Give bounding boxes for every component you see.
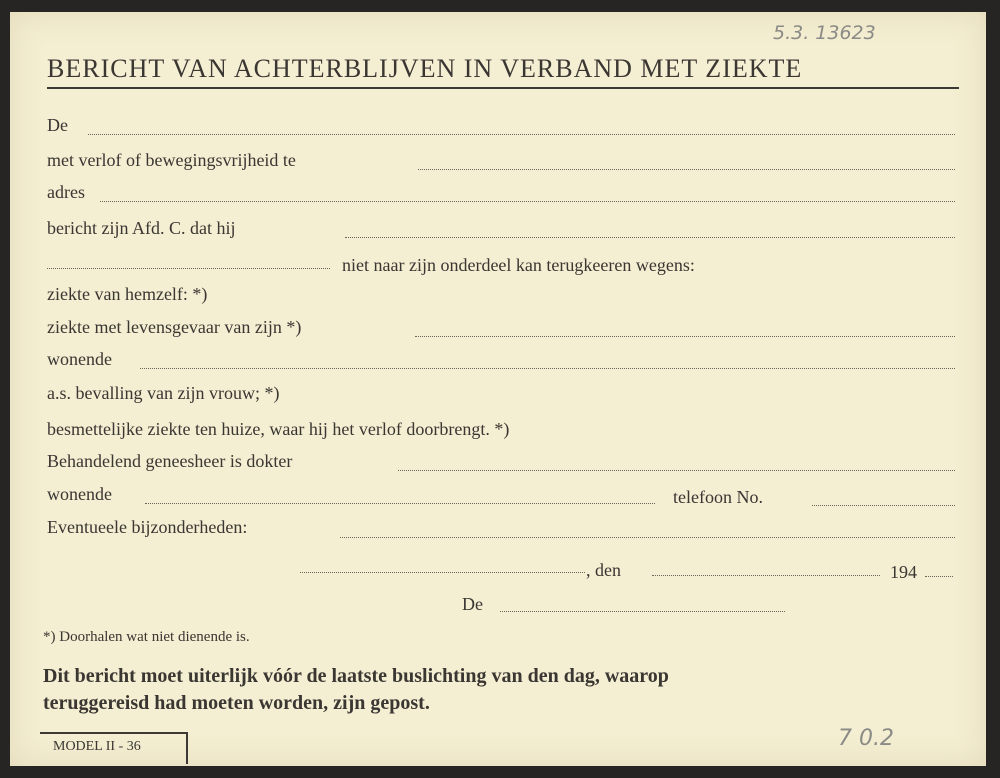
label-de: De [47, 115, 68, 135]
field-bijzonderheden[interactable] [340, 537, 955, 538]
archive-number: 5.3. 13623 [773, 22, 876, 44]
label-de-sign: De [462, 594, 483, 614]
label-den: , den [586, 560, 621, 580]
label-levensgevaar: ziekte met levensgevaar van zijn *) [47, 317, 302, 337]
label-ziekte-hemzelf: ziekte van hemzelf: *) [47, 284, 208, 304]
label-bevalling: a.s. bevalling van zijn vrouw; *) [47, 383, 280, 403]
field-place[interactable] [300, 572, 585, 573]
field-year[interactable] [925, 576, 953, 577]
label-adres: adres [47, 182, 85, 202]
field-verlof[interactable] [418, 169, 955, 170]
notice-line-1: Dit bericht moet uiterlijk vóór de laatste buslichting van den dag, waarop [43, 665, 669, 687]
field-geneesheer[interactable] [398, 470, 955, 471]
field-de[interactable] [88, 134, 955, 135]
field-signature[interactable] [500, 611, 785, 612]
label-year: 194 [890, 562, 917, 582]
model-number: MODEL II - 36 [53, 739, 141, 754]
label-telefoon: telefoon No. [673, 487, 763, 507]
label-wonende-1: wonende [47, 349, 112, 369]
label-bericht: bericht zijn Afd. C. dat hij [47, 218, 236, 238]
label-geneesheer: Behandelend geneesheer is dokter [47, 451, 293, 471]
field-date[interactable] [652, 575, 880, 576]
notice-line-2: teruggereisd had moeten worden, zijn gepost. [43, 692, 430, 714]
form-title: BERICHT VAN ACHTERBLIJVEN IN VERBAND MET ZIEKTE [47, 54, 803, 83]
label-wonende-2: wonende [47, 484, 112, 504]
field-name-continued[interactable] [47, 268, 330, 269]
label-verlof: met verlof of bewegingsvrijheid te [47, 150, 296, 170]
field-telefoon[interactable] [812, 505, 955, 506]
field-levensgevaar[interactable] [415, 336, 955, 337]
handwritten-note: 7 0.2 [838, 726, 894, 751]
title-underline [47, 87, 959, 89]
footnote: *) Doorhalen wat niet dienende is. [43, 629, 250, 645]
label-besmettelijke: besmettelijke ziekte ten huize, waar hij het verlof doorbrengt. *) [47, 419, 510, 439]
field-wonende-2[interactable] [145, 503, 655, 504]
field-bericht[interactable] [345, 237, 955, 238]
field-wonende-1[interactable] [140, 368, 955, 369]
label-bijzonderheden: Eventueele bijzonderheden: [47, 517, 248, 537]
field-adres[interactable] [100, 201, 955, 202]
label-niet-naar: niet naar zijn onderdeel kan terugkeeren wegens: [342, 255, 695, 275]
